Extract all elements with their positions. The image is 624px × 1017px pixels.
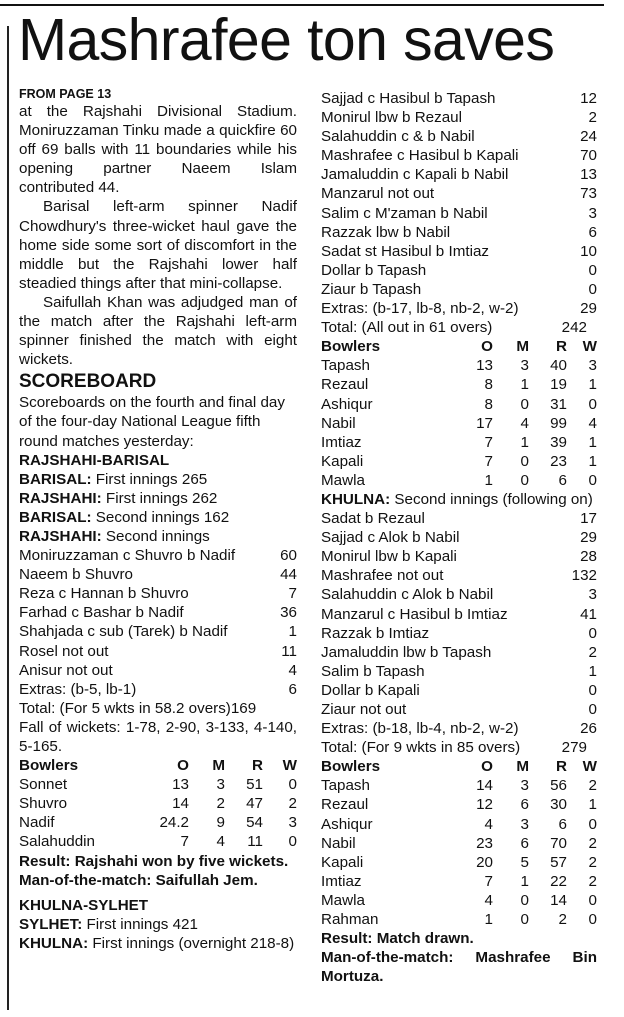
bowling-row — [321, 910, 597, 929]
bowling-figure: 9 — [216, 814, 225, 832]
match-title: KHULNA-SYLHET — [19, 896, 149, 914]
team-name: BARISAL: — [19, 508, 92, 526]
batter-dismissal: Monirul lbw b Rezaul — [321, 109, 462, 127]
bowler-name: Kapali — [321, 452, 364, 470]
match-title: RAJSHAHI-BARISAL — [19, 451, 170, 469]
bowling-figure: 14 — [476, 777, 493, 795]
bowling-figure: 3 — [520, 357, 529, 375]
batting-list — [321, 509, 597, 738]
batting-row — [321, 605, 597, 624]
bowling-figure: 39 — [550, 433, 567, 451]
bowler-name: Sonnet — [19, 776, 68, 794]
batter-runs: 2 — [588, 109, 597, 127]
bowler-name: Ashiqur — [321, 815, 373, 833]
bowling-row — [321, 834, 597, 853]
bowling-table — [19, 756, 297, 851]
batter-dismissal: Razzak lbw b Nabil — [321, 223, 451, 241]
bowling-header-cell: Bowlers — [321, 758, 381, 776]
batter-runs: 6 — [288, 680, 297, 698]
man-of-the-match: Man-of-the-match: Saifullah Jem. — [19, 871, 258, 889]
bowling-figure: 11 — [247, 833, 263, 851]
batting-row — [321, 261, 597, 280]
bowling-figure: 1 — [520, 433, 529, 451]
bowler-name: Tapash — [321, 777, 370, 795]
batting-row — [321, 223, 597, 242]
bowling-figure: 2 — [216, 795, 225, 813]
batting-row — [321, 146, 597, 165]
bowling-figure: 1 — [484, 471, 493, 489]
batting-row — [321, 127, 597, 146]
batting-row — [321, 280, 597, 299]
batting-list — [321, 89, 597, 318]
innings-score: Second innings — [101, 527, 210, 545]
batting-row — [321, 662, 597, 681]
batter-runs: 3 — [588, 204, 597, 222]
innings-total — [321, 318, 597, 337]
left-column — [19, 87, 297, 953]
bowling-row — [321, 776, 597, 795]
bowling-figure: 13 — [172, 776, 189, 794]
total-label: Total: (For 9 wkts in 85 overs) — [321, 739, 521, 757]
bowling-header-cell: W — [282, 757, 297, 775]
batter-runs: 60 — [280, 547, 297, 565]
total-runs: 279 — [561, 739, 587, 757]
bowler-name: Salahuddin — [19, 833, 96, 851]
batter-dismissal: Extras: (b-18, lb-4, nb-2, w-2) — [321, 720, 519, 738]
bowling-header — [321, 337, 597, 356]
bowling-figure: 51 — [246, 776, 263, 794]
innings-line — [321, 490, 597, 509]
bowling-figure: 0 — [520, 395, 529, 413]
bowling-figure: 3 — [288, 814, 297, 832]
bowling-figure: 3 — [520, 777, 529, 795]
bowling-figure: 0 — [588, 891, 597, 909]
batter-dismissal: Ziaur b Tapash — [321, 280, 422, 298]
bowling-figure: 3 — [216, 776, 225, 794]
innings-line — [19, 527, 297, 546]
story-paragraph: Barisal left-arm spinner Nadif Chowdhury's three-wicket haul gave the home side some sort of discomfort in the middle but the Rajshahi lower half steadied things after that mini-collapse. — [19, 198, 297, 292]
bowling-row — [321, 452, 597, 471]
bowling-row — [321, 891, 597, 910]
batter-dismissal: Mashrafee not out — [321, 567, 444, 585]
bowling-header-cell: Bowlers — [321, 338, 381, 356]
batter-dismissal: Monirul lbw b Kapali — [321, 548, 457, 566]
bowling-header — [19, 756, 297, 775]
bowling-figure: 7 — [484, 872, 493, 890]
batter-dismissal: Jamaluddin lbw b Tapash — [321, 643, 492, 661]
innings-score: Second innings (following on) — [390, 490, 593, 508]
bowling-figure: 0 — [588, 395, 597, 413]
batter-dismissal: Salahuddin c & b Nabil — [321, 128, 475, 146]
scoreboard-title: SCOREBOARD — [19, 371, 157, 393]
team-name: SYLHET: — [19, 915, 83, 933]
batting-row — [321, 719, 597, 738]
bowling-figure: 0 — [588, 471, 597, 489]
batter-dismissal: Manzarul not out — [321, 185, 435, 203]
batting-row — [19, 565, 297, 584]
right-column — [321, 89, 597, 986]
batter-runs: 17 — [580, 510, 597, 528]
bowling-figure: 6 — [558, 471, 567, 489]
bowling-figure: 3 — [520, 815, 529, 833]
bowling-figure: 6 — [520, 834, 529, 852]
bowling-figure: 2 — [588, 777, 597, 795]
batting-row — [321, 242, 597, 261]
batter-runs: 70 — [580, 147, 597, 165]
bowling-header-cell: M — [516, 338, 529, 356]
batting-row — [321, 204, 597, 223]
batter-runs: 7 — [288, 585, 297, 603]
bowling-header-cell: R — [556, 758, 567, 776]
batter-runs: 1 — [588, 662, 597, 680]
innings-list — [19, 915, 297, 953]
innings-total: Total: (For 5 wkts in 58.2 overs)169 — [19, 699, 257, 717]
bowling-figure: 14 — [550, 891, 567, 909]
bowling-figure: 5 — [520, 853, 529, 871]
bowling-row — [321, 815, 597, 834]
batting-row — [19, 680, 297, 699]
bowling-figure: 54 — [246, 814, 263, 832]
bowling-figure: 57 — [550, 853, 567, 871]
batting-row — [321, 643, 597, 662]
bowling-row — [321, 395, 597, 414]
bowling-figure: 2 — [588, 834, 597, 852]
innings-total — [321, 738, 597, 757]
bowling-figure: 1 — [520, 376, 529, 394]
bowling-figure: 0 — [520, 471, 529, 489]
batting-row — [321, 509, 597, 528]
bowling-figure: 3 — [588, 357, 597, 375]
batter-dismissal: Salim c M'zaman b Nabil — [321, 204, 488, 222]
batter-dismissal: Dollar b Tapash — [321, 261, 427, 279]
headline: Mashrafee ton saves — [18, 7, 555, 73]
bowling-figure: 2 — [588, 853, 597, 871]
batter-dismissal: Sadat st Hasibul b Imtiaz — [321, 242, 489, 260]
innings-score: First innings (overnight 218-8) — [88, 934, 295, 952]
team-name: KHULNA: — [19, 934, 89, 952]
bowling-figure: 6 — [520, 796, 529, 814]
bowling-figure: 12 — [476, 796, 493, 814]
bowling-figure: 4 — [484, 815, 493, 833]
batter-runs: 0 — [588, 681, 597, 699]
team-name: BARISAL: — [19, 470, 92, 488]
innings-line — [19, 915, 297, 934]
bowling-figure: 2 — [588, 872, 597, 890]
bowling-figure: 7 — [484, 433, 493, 451]
batter-dismissal: Sajjad c Hasibul b Tapash — [321, 90, 496, 107]
bowling-figure: 31 — [550, 395, 567, 413]
bowling-figure: 1 — [588, 452, 597, 470]
bowling-figure: 1 — [588, 796, 597, 814]
bowling-row — [321, 356, 597, 375]
batter-runs: 0 — [588, 701, 597, 718]
bowling-figure: 0 — [520, 911, 529, 929]
bowling-header-cell: O — [481, 758, 493, 776]
batter-dismissal: Extras: (b-17, lb-8, nb-2, w-2) — [321, 300, 519, 318]
batting-row — [321, 547, 597, 566]
batter-runs: 28 — [580, 548, 597, 566]
bowling-header-cell: W — [582, 758, 597, 776]
innings-list — [19, 470, 297, 546]
batter-runs: 0 — [588, 280, 597, 298]
story-paragraph: at the Rajshahi Divisional Stadium. Moniruzzaman Tinku made a quickfire 60 off 69 balls with 11 boundaries while his opening partner Naeem Islam contributed 44. — [19, 103, 297, 197]
bowling-figure: 22 — [550, 872, 567, 890]
second-innings-heading — [321, 490, 597, 509]
bowling-row — [321, 872, 597, 891]
batter-runs: 41 — [580, 605, 597, 623]
bowling-row — [19, 794, 297, 813]
bowling-row — [19, 832, 297, 851]
bowling-figure: 2 — [288, 795, 297, 813]
batter-dismissal: Moniruzzaman c Shuvro b Nadif — [19, 547, 236, 565]
batter-dismissal: Salahuddin c Alok b Nabil — [321, 586, 494, 604]
batting-row — [321, 624, 597, 643]
story-paragraph: Saifullah Khan was adjudged man of the match after the Rajshahi left-arm spinner finished the match with eight wickets. — [19, 293, 297, 369]
bowling-figure: 8 — [484, 395, 493, 413]
bowling-row — [19, 775, 297, 794]
team-name: RAJSHAHI: — [19, 527, 102, 545]
batting-row — [19, 584, 297, 603]
bowling-figure: 4 — [588, 414, 597, 432]
batting-row — [321, 585, 597, 604]
bowling-figure: 4 — [520, 414, 529, 432]
batter-runs: 12 — [580, 90, 597, 107]
bowling-figure: 20 — [476, 853, 493, 871]
bowling-figure: 17 — [476, 414, 493, 432]
bowling-table — [321, 337, 597, 490]
match-result: Result: Rajshahi won by five wickets. — [19, 852, 289, 870]
bowler-name: Kapali — [321, 853, 364, 871]
batting-row — [321, 700, 597, 719]
bowling-figure: 30 — [550, 796, 567, 814]
batter-runs: 6 — [588, 223, 597, 241]
team-name: RAJSHAHI: — [19, 489, 102, 507]
bowling-figure: 56 — [550, 777, 567, 795]
batter-runs: 1 — [288, 623, 297, 641]
batter-dismissal: Salim b Tapash — [321, 662, 425, 680]
batter-runs: 2 — [588, 643, 597, 661]
bowler-name: Imtiaz — [321, 872, 362, 890]
batting-row — [19, 546, 297, 565]
batter-dismissal: Jamaluddin c Kapali b Nabil — [321, 166, 509, 184]
bowling-header-cell: R — [252, 757, 263, 775]
batter-runs: 11 — [281, 642, 297, 660]
batter-dismissal: Anisur not out — [19, 661, 113, 679]
batting-row — [321, 165, 597, 184]
batter-runs: 29 — [580, 529, 597, 547]
batting-row — [321, 299, 597, 318]
bowling-figure: 40 — [550, 357, 567, 375]
bowling-figure: 0 — [520, 891, 529, 909]
bowler-name: Nabil — [321, 834, 356, 852]
batter-runs: 0 — [588, 624, 597, 642]
bowling-figure: 1 — [484, 911, 493, 929]
batting-row — [321, 108, 597, 127]
batting-row — [321, 566, 597, 585]
bowling-header-cell: W — [582, 338, 597, 356]
bowling-row — [19, 813, 297, 832]
from-page-label: FROM PAGE 13 — [19, 87, 112, 101]
batter-dismissal: Mashrafee c Hasibul b Kapali — [321, 147, 519, 165]
bowling-header — [321, 757, 597, 776]
bowling-table — [321, 757, 597, 929]
bowler-name: Ashiqur — [321, 395, 373, 413]
batter-runs: 44 — [280, 566, 297, 584]
batter-dismissal: Reza c Hannan b Shuvro — [19, 585, 189, 603]
batter-dismissal: Ziaur not out — [321, 701, 407, 718]
batter-dismissal: Sajjad c Alok b Nabil — [321, 529, 460, 547]
batter-runs: 24 — [580, 128, 597, 146]
scoreboard-intro: Scoreboards on the fourth and final day of the four-day National League fifth round matches yesterday: — [19, 394, 285, 450]
batter-dismissal: Dollar b Kapali — [321, 681, 420, 699]
bowling-figure: 2 — [558, 911, 567, 929]
innings-line — [19, 489, 297, 508]
total-runs: 242 — [561, 319, 587, 337]
bowling-figure: 1 — [520, 872, 529, 890]
bowling-figure: 14 — [172, 795, 189, 813]
bowling-header-cell: M — [516, 758, 529, 776]
bowling-figure: 99 — [550, 414, 567, 432]
bowler-name: Nabil — [321, 414, 356, 432]
innings-line — [19, 470, 297, 489]
bowling-figure: 8 — [484, 376, 493, 394]
bowling-figure: 1 — [588, 376, 597, 394]
batter-dismissal: Rosel not out — [19, 642, 109, 660]
batter-runs: 4 — [288, 661, 297, 679]
bowling-figure: 6 — [558, 815, 567, 833]
fall-of-wickets: Fall of wickets: 1-78, 2-90, 3-133, 4-140, 5-165. — [19, 718, 297, 755]
bowler-name: Mawla — [321, 471, 365, 489]
batter-runs: 29 — [580, 300, 597, 318]
batter-runs: 10 — [580, 242, 597, 260]
bowler-name: Tapash — [321, 357, 370, 375]
batting-row — [19, 661, 297, 680]
batter-dismissal: Farhad c Bashar b Nadif — [19, 604, 184, 622]
bowling-figure: 4 — [484, 891, 493, 909]
bowling-row — [321, 795, 597, 814]
batter-runs: 26 — [580, 720, 597, 738]
innings-line — [19, 934, 297, 953]
bowling-figure: 0 — [288, 833, 297, 851]
bowler-name: Rezaul — [321, 376, 369, 394]
batter-runs: 132 — [571, 567, 597, 585]
bowler-name: Nadif — [19, 814, 55, 832]
bowling-header-cell: R — [556, 338, 567, 356]
bowling-figure: 0 — [588, 815, 597, 833]
batter-dismissal: Extras: (b-5, lb-1) — [19, 680, 137, 698]
batting-row — [19, 603, 297, 622]
man-of-the-match: Man-of-the-match: Mashrafee Bin Mortuza. — [321, 949, 597, 986]
batter-runs: 0 — [588, 261, 597, 279]
batting-row — [321, 89, 597, 108]
bowling-row — [321, 414, 597, 433]
bowling-figure: 0 — [588, 911, 597, 929]
batter-dismissal: Razzak b Imtiaz — [321, 624, 430, 642]
bowling-header-cell: M — [212, 757, 225, 775]
bowling-row — [321, 375, 597, 394]
bowling-header-cell: O — [177, 757, 189, 775]
bowling-row — [321, 433, 597, 452]
innings-line — [19, 508, 297, 527]
bowler-name: Shuvro — [19, 795, 68, 813]
bowler-name: Mawla — [321, 891, 365, 909]
bowling-figure: 23 — [550, 452, 567, 470]
bowling-figure: 47 — [246, 795, 263, 813]
bowling-figure: 4 — [216, 833, 225, 851]
bowler-name: Rahman — [321, 911, 379, 929]
innings-score: First innings 265 — [91, 470, 208, 488]
bowling-row — [321, 471, 597, 490]
bowling-figure: 0 — [520, 452, 529, 470]
bowling-figure: 13 — [476, 357, 493, 375]
match-result: Result: Match drawn. — [321, 930, 474, 948]
bowling-figure: 23 — [476, 834, 493, 852]
total-label: Total: (All out in 61 overs) — [321, 319, 493, 337]
batter-dismissal: Shahjada c sub (Tarek) b Nadif — [19, 623, 228, 641]
batting-row — [321, 184, 597, 203]
batter-runs: 13 — [580, 166, 597, 184]
bowling-figure: 7 — [484, 452, 493, 470]
batter-runs: 36 — [280, 604, 297, 622]
batter-dismissal: Sadat b Rezaul — [321, 510, 425, 528]
bowling-figure: 1 — [588, 433, 597, 451]
bowling-figure: 0 — [288, 776, 297, 794]
bowling-header-cell: Bowlers — [19, 757, 79, 775]
batter-dismissal: Manzarul c Hasibul b Imtiaz — [321, 605, 508, 623]
bowling-row — [321, 853, 597, 872]
bowler-name: Imtiaz — [321, 433, 362, 451]
batting-row — [19, 642, 297, 661]
batter-runs: 73 — [580, 185, 597, 203]
innings-score: First innings 262 — [101, 489, 218, 507]
batter-dismissal: Naeem b Shuvro — [19, 566, 133, 584]
innings-score: Second innings 162 — [91, 508, 230, 526]
bowling-figure: 19 — [550, 376, 567, 394]
batting-row — [19, 622, 297, 641]
team-name: KHULNA: — [321, 490, 391, 508]
bowling-figure: 7 — [180, 833, 189, 851]
batting-row — [321, 681, 597, 700]
innings-score: First innings 421 — [82, 915, 198, 933]
bowling-figure: 70 — [550, 834, 567, 852]
column-rule — [7, 26, 9, 1010]
bowling-header-cell: O — [481, 338, 493, 356]
batting-list — [19, 546, 297, 699]
bowling-figure: 24.2 — [159, 814, 189, 832]
bowler-name: Rezaul — [321, 796, 369, 814]
batter-runs: 3 — [588, 586, 597, 604]
batting-row — [321, 528, 597, 547]
